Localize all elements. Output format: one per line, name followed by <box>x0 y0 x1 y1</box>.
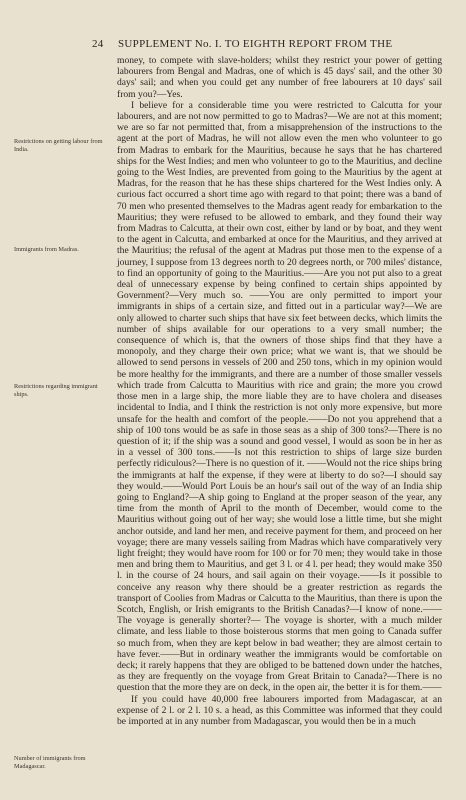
margin-note: Restrictions regarding immigrant ships. <box>14 383 98 398</box>
body-text <box>117 55 442 727</box>
running-title: SUPPLEMENT No. I. TO EIGHTH REPORT FROM THE <box>118 38 393 50</box>
paragraph: If you could have 40,000 free labourers imported from Madagascar, at an expense of 2 l. or 2 l. 10 s. a head, as this Committee was informed that they could be imported at in any number from Madagascar, you would then be in a much <box>117 693 442 727</box>
margin-note: Immigrants from Madras. <box>14 246 79 253</box>
margin-note: Number of immigrants from Madagascar. <box>14 755 86 770</box>
paragraph: I believe for a considerable time you were restricted to Calcutta for your labourers, and are not now permitted to go to Madras?—We are not at this moment; we are so far not permitted that, from a misapprehension of the instructions to the agent at the port of Madras, he will not allow even the men who volunteer to go from Madras to embark for the Mauritius, because he says that he has chartered ships for the West Indies; and men who volunteer to go to the Mauritius, and decline going to the West Indies, are prevented from going to the Mauritius by the agent at Madras, for the reason that he has these ships chartered for the West Indies only. A curious fact occurred a short time ago with regard to that point; there was a band of 70 men who presented themselves to the Madras agent ready for embarkation to the Mauritius; they were refused to be allowed to embark, and they found their way from Madras to Calcutta, at their own cost, either by land or by boat, and they went to the agent in Calcutta, and embarked at once for the Mauritius, and they arrived at the Mauritius; the refusal of the agent at Madras put those men to the expense of a journey, I suppose from 13 degrees north to 20 degrees north, or 700 miles' distance, to find an opportunity of going to the Mauritius.——Are you not put also to a great deal of unnecessary expense by being confined to certain ships appointed by Government?—Very much so. ——You are only permitted to import your immigrants in ships of a certain size, and fitted out in a particular way?—We are only allowed to charter such ships that have six feet between decks, which limits the number of ships available for our operations to a very small number; the consequence of which is, that the owners of those ships find that they have a monopoly, and they charge their own price; what we want is, that we should be allowed to send persons in vessels of 200 and 250 tons, which in my opinion would be more healthy for the immigrants, and there are a number of those smaller vessels which trade from Calcutta to Mauritius with rice and grain; the more you crowd those men in a large ship, the more liable they are to have cholera and diseases incidental to India, and I think the restriction is not only more expensive, but more unsafe for the health and comfort of the people.——Do not you apprehend that a ship of 100 tons would be as safe in those seas as a ship of 300 tons?—There is no question of it; if the ship was a sound and good vessel, I would as soon be in her as in a vessel of 300 tons.——Is not this restriction to ships of large size burden perfectly ridiculous?—There is no question of it. ——Would not the rice ships bring the immigrants at half the expense, if they were at liberty to do so?—I should say they would.——Would Port Louis be an hour's sail out of the way of an India ship going to England?—A ship going to England at the proper season of the year, any time from the month of April to the month of December, would come to the Mauritius without going out of her way; she would lose a little time, but she might anchor outside, and land her men, and receive payment for them, and proceed on her voyage; there are many vessels sailing from Madras which have comparatively very light freight; they would have room for 100 or for 70 men; they would take in those men and bring them to Mauritius, and get 3 l. or 4 l. per head; they would make 350 l. in the course of 24 hours, and sail again on their voyage.——Is it possible to conceive any reason why there should be a greater restriction as regards the transport of Coolies from Madras or Calcutta to the Mauritius, than there is upon the Scotch, English, or Irish emigrants to the British Canadas?—I know of none.——The voyage is generally shorter?— The voyage is shorter, with a much milder climate, and less liable to those boisterous storms that men going to Canada suffer so much from, when they are kept below in bad weather; they are almost certain to have fever.——But in ordinary weather the immigrants would be comfortable on deck; it rarely happens that they are obliged to be battened down under the hatches, as they are frequently on the voyage from Great Britain to Canada?—There is no question that the more they are on deck, in the open air, the better it is for them.—— <box>117 99 442 694</box>
page-number: 24 <box>92 38 104 50</box>
margin-note: Restrictions on getting labour from India. <box>14 138 103 153</box>
paragraph: money, to compete with slave-holders; whilst they restrict your power of getting labourers from Bengal and Madras, one of which is 45 days' sail, and the other 30 days' sail; and when you could get any number of free labourers at 10 days' sail from you?—Yes. <box>117 55 442 100</box>
margin-notes <box>14 0 110 800</box>
